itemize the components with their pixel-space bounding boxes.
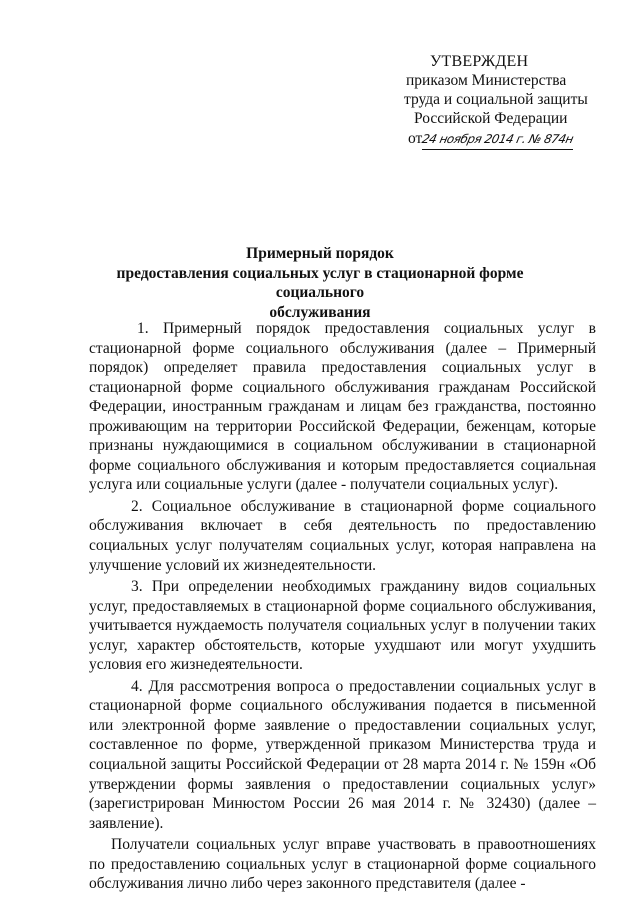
title-line-1: Примерный порядок: [246, 245, 394, 262]
approval-date-prefix: от: [408, 130, 423, 147]
paragraph-2: 2. Социальное обслуживание в стационарной форме социального обслуживания включает в себя деятельность по предоставлению социальных услуг получателям социальных услуг, которая направлена на улучшение условий их жизнедеятельности.: [89, 497, 596, 574]
paragraph-1: 1. Примерный порядок предоставления социальных услуг в стационарной форме социального обслуживания (далее – Примерный порядок) определяет правила предоставления социальных услуг в стационарной форме социального обслуживания гражданам Российской Федерации, иностранным гражданам и лицам без гражданства, постоянно проживающим на территории Российской Федерации, беженцам, которые признаны нуждающимися в социальном обслуживании в стационарной форме социального обслуживания и которым предоставляется социальная услуга или социальные услуги (далее - получатели социальных услуг).: [89, 320, 596, 494]
approval-line-2: труда и социальной защиты: [404, 91, 588, 108]
title-line-3: обслуживания: [269, 303, 371, 321]
document-title: [92, 244, 548, 322]
approval-block: [404, 52, 604, 150]
approval-date-line: [404, 129, 604, 150]
paragraph-5: Получатели социальных услуг вправе участвовать в правоотношениях по предоставлению социальных услуг в стационарной форме социального обслуживания лично либо через законного представителя (далее -: [89, 836, 596, 893]
paragraph-3: 3. При определении необходимых гражданину видов социальных услуг, предоставляемых в стационарной форме социального обслуживания, учитывается нуждаемость получателя социальных услуг в получении таких услуг, характер обстоятельств, которые ухудшают или могут ухудшить условия его жизнедеятельности.: [89, 578, 596, 674]
title-line-2: предоставления социальных услуг в стационарной форме социального: [116, 264, 524, 301]
approval-line-1: приказом Министерства: [406, 72, 567, 89]
approval-heading: УТВЕРЖДЕН: [430, 53, 529, 70]
handwritten-date-text: 24 ноября 2014 г. № 874н: [420, 132, 575, 146]
paragraph-4: 4. Для рассмотрения вопроса о предоставлении социальных услуг в стационарной форме социального обслуживания подается в письменной или электронной форме заявление о предоставлении социальных услуг, составленное по форме, утвержденной приказом Министерства труда и социальной защиты Российской Федерации от 28 марта 2014 г. № 159н «Об утверждении формы заявления о предоставлении социальных услуг» (зарегистрирован Минюстом России 26 мая 2014 г. № 32430) (далее – заявление).: [89, 677, 596, 832]
document-body: [89, 319, 596, 896]
approval-line-3: Российской Федерации: [414, 110, 568, 127]
handwritten-date: [422, 129, 573, 150]
